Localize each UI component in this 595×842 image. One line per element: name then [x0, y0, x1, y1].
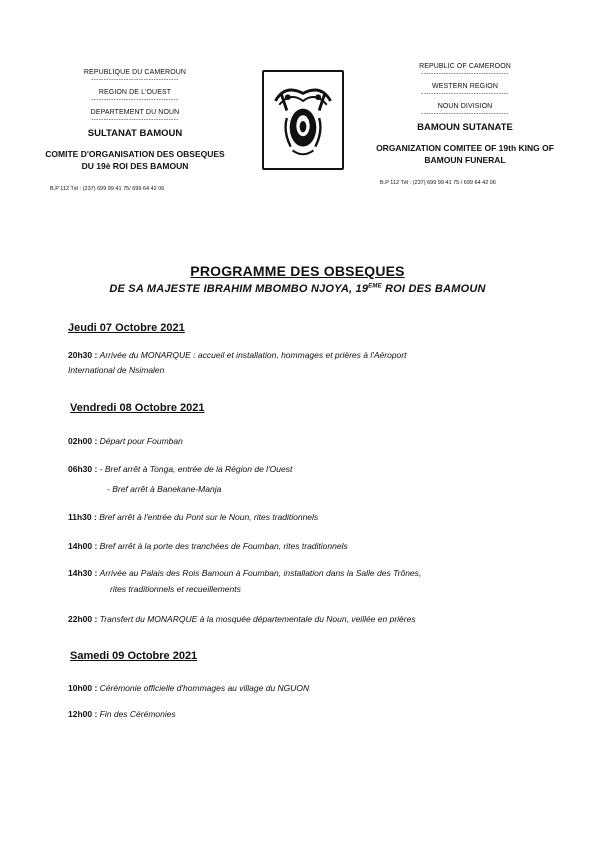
separator: ----------------------------------- [421, 71, 509, 77]
entry-text: Bref arrêt à l'entrée du Pont sur le Noun, rites traditionnels [99, 512, 319, 522]
sultanate-en: BAMOUN SUTANATE [417, 122, 513, 133]
entry-text: Cérémonie officielle d'hommages au village du NGUON [99, 683, 310, 693]
entry-text: - Bref arrêt à Tonga, entrée de la Région de l'Ouest [99, 464, 293, 474]
division-en: NOUN DIVISION [437, 103, 493, 110]
separator: ----------------------------------- [91, 117, 179, 123]
header-right [370, 62, 560, 186]
page-title: PROGRAMME DES OBSEQUES [190, 263, 405, 279]
program-entry [68, 434, 548, 449]
entry-continuation: International de Nsimalen [68, 365, 165, 375]
entry-time: 14h30 : [68, 568, 98, 578]
subtitle-superscript: EME [368, 283, 382, 290]
entry-time: 02h00 : [68, 436, 98, 446]
page-subtitle [0, 283, 595, 295]
entry-text: Fin des Cérémonies [99, 709, 176, 719]
entry-time: 22h00 : [68, 614, 98, 624]
entry-time: 10h00 : [68, 683, 98, 693]
committee-en: ORGANIZATION COMITEE OF 19th KING OF BAMOUN FUNERAL [376, 143, 554, 165]
sultanate-fr: SULTANAT BAMOUN [87, 128, 183, 139]
day-heading: Jeudi 07 Octobre 2021 [68, 322, 185, 334]
program-entry-continuation [110, 582, 590, 597]
contact-fr: B.P 112 Tél : (237) 699 99 41 75/ 699 64 42 06 [50, 186, 165, 192]
separator: ----------------------------------- [421, 111, 509, 117]
separator: ----------------------------------- [421, 91, 509, 97]
emblem-icon [264, 72, 342, 168]
day-heading: Samedi 09 Octobre 2021 [70, 650, 198, 662]
program-entry [68, 612, 548, 627]
sultanate-emblem [262, 70, 344, 170]
committee-fr: COMITE D'ORGANISATION DES OBSEQUES DU 19è ROI DES BAMOUN [45, 149, 225, 171]
entry-text: Bref arrêt à la porte des tranchées de Foumban, rites traditionnels [99, 541, 348, 551]
program-entry [68, 462, 548, 477]
entry-time: 20h30 : [68, 350, 98, 360]
country-en: REPUBLIC OF CAMEROON [419, 63, 511, 70]
day-heading: Vendredi 08 Octobre 2021 [70, 402, 205, 414]
subtitle-main: DE SA MAJESTE IBRAHIM MBOMBO NJOYA, 19 [109, 283, 369, 295]
program-entry [68, 539, 548, 554]
entry-text: Arrivée du MONARQUE : accueil et installation, hommages et prières à l'Aéroport [99, 350, 407, 360]
program-entry [68, 510, 548, 525]
department-fr: DEPARTEMENT DU NOUN [90, 109, 180, 116]
entry-time: 06h30 : [68, 464, 98, 474]
country-fr: REPUBLIQUE DU CAMEROUN [83, 69, 187, 76]
separator: ----------------------------------- [91, 97, 179, 103]
entry-continuation: rites traditionnels et recueillements [110, 584, 241, 594]
entry-time: 12h00 : [68, 709, 98, 719]
subtitle-end: ROI DES BAMOUN [381, 283, 486, 295]
contact-en: B.P 112 Tél : (237) 699 99 41 75 / 699 64 42 06 [380, 180, 496, 186]
entry-sub-bullet: - Bref arrêt à Banekane-Manja [107, 484, 222, 494]
entry-text: Transfert du MONARQUE à la mosquée départementale du Noun, veillée en prières [99, 614, 416, 624]
entry-text: Arrivée au Palais des Rois Bamoun à Foumban, installation dans la Salle des Trônes, [99, 568, 422, 578]
entry-time: 14h00 : [68, 541, 98, 551]
entry-time: 11h30 : [68, 512, 97, 522]
program-entry [68, 681, 548, 696]
program-entry [68, 566, 548, 581]
program-entry [68, 348, 548, 378]
region-en: WESTERN REGION [432, 83, 498, 90]
program-entry [68, 707, 548, 722]
separator: ----------------------------------- [91, 77, 179, 83]
header-left [40, 68, 230, 192]
entry-text: Départ pour Foumban [99, 436, 183, 446]
region-fr: REGION DE L'OUEST [98, 89, 172, 96]
